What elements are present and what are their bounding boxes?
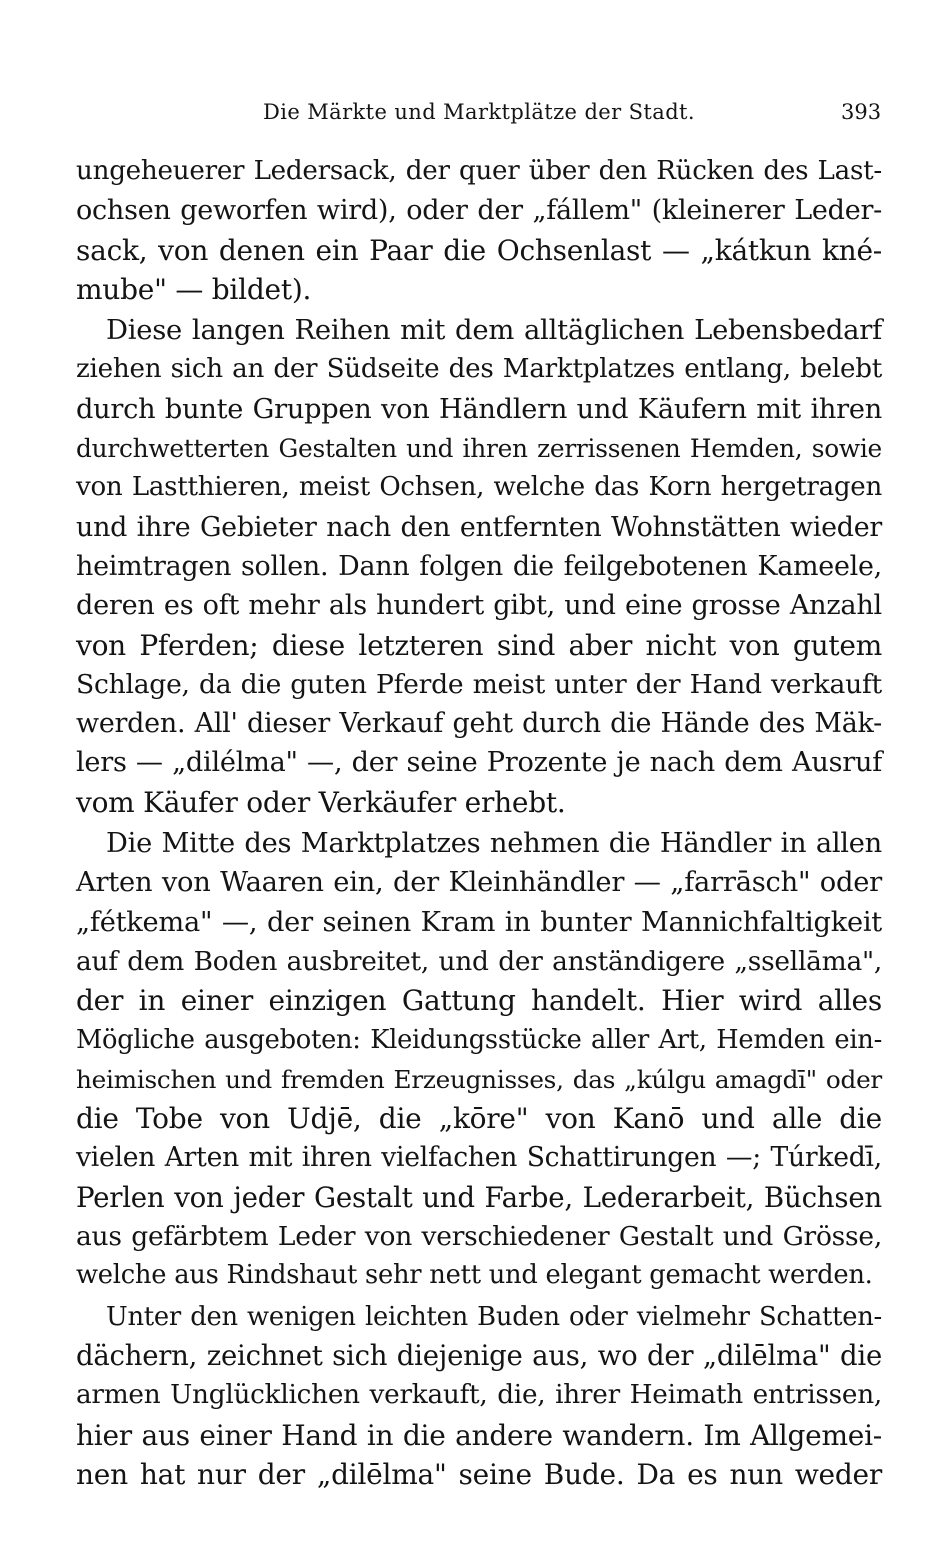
text-line: welche aus Rindshaut sehr nett und elegant gemacht werden. <box>76 1260 873 1291</box>
text-line: Diese langen Reihen mit dem alltäglichen Lebensbedarf <box>106 315 882 347</box>
paragraph <box>76 1298 882 1494</box>
text-line: Arten von Waaren ein, der Kleinhändler — „farrāsch" oder <box>76 867 882 899</box>
text-line: hier aus einer Hand in die andere wandern. Im Allgemei- <box>76 1418 882 1452</box>
text-line: deren es oft mehr als hundert gibt, und eine grosse Anzahl <box>76 590 882 622</box>
text-line: werden. All' dieser Verkauf geht durch die Hände des Mäk- <box>76 708 882 740</box>
text-line: Die Mitte des Marktplatzes nehmen die Händler in allen <box>106 828 882 860</box>
text-line: Unter den wenigen leichten Buden oder vielmehr Schatten- <box>106 1301 882 1332</box>
text-line: ungeheuerer Ledersack, der quer über den Rücken des Last- <box>76 156 882 186</box>
text-line: „fétkema" —, der seinen Kram in bunter Mannichfaltigkeit <box>76 906 882 938</box>
text-line: mube" — bildet). <box>76 272 312 306</box>
paragraph <box>76 824 882 1296</box>
text-line: die Tobe von Udjē, die „kōre" von Kanō und alle die <box>76 1102 882 1136</box>
text-line: ziehen sich an der Südseite des Marktplatzes entlang, belebt <box>76 354 882 385</box>
running-header <box>0 100 930 134</box>
text-line: vom Käufer oder Verkäufer erhebt. <box>76 785 566 819</box>
text-line: auf dem Boden ausbreitet, und der anständigere „ssellāma", <box>76 945 882 977</box>
text-line: ochsen geworfen wird), oder der „fállem" (kleinerer Leder- <box>76 195 882 227</box>
text-line: armen Unglücklichen verkauft, die, ihrer Heimath entrissen, <box>76 1380 882 1411</box>
paragraph <box>76 152 882 309</box>
text-line: heimischen und fremden Erzeugnisses, das „kúlgu amagdī" oder <box>76 1064 882 1094</box>
text-line: vielen Arten mit ihren vielfachen Schattirungen —; Túrkedī, <box>76 1142 882 1174</box>
text-line: aus gefärbtem Leder von verschiedener Gestalt und Grösse, <box>76 1221 882 1253</box>
text-line: Mögliche ausgeboten: Kleidungsstücke aller Art, Hemden ein- <box>76 1024 882 1055</box>
text-line: durch bunte Gruppen von Händlern und Käufern mit ihren <box>76 393 882 425</box>
paragraph <box>76 311 882 822</box>
text-line: der in einer einzigen Gattung handelt. Hier wird alles <box>76 984 882 1018</box>
text-line: dächern, zeichnet sich diejenige aus, wo der „dilēlma" die <box>76 1339 882 1372</box>
text-line: nen hat nur der „dilēlma" seine Bude. Da es nun weder <box>76 1457 882 1491</box>
text-line: und ihre Gebieter nach den entfernten Wohnstätten wieder <box>76 511 882 543</box>
running-title: Die Märkte und Marktplätze der Stadt. <box>263 100 695 124</box>
text-line: von Lastthieren, meist Ochsen, welche das Korn hergetragen <box>76 472 882 503</box>
text-line: sack, von denen ein Paar die Ochsenlast — „kátkun kné- <box>76 233 882 267</box>
text-line: von Pferden; diese letzteren sind aber nicht von gutem <box>76 628 882 662</box>
text-line: lers — „dilélma" —, der seine Prozente je nach dem Ausruf <box>76 747 882 779</box>
page-number: 393 <box>841 100 882 124</box>
text-line: Schlage, da die guten Pferde meist unter der Hand verkauft <box>76 668 882 700</box>
page-body <box>76 152 882 1494</box>
text-line: heimtragen sollen. Dann folgen die feilgebotenen Kameele, <box>76 550 882 582</box>
text-line: durchwetterten Gestalten und ihren zerrissenen Hemden, sowie <box>76 434 882 464</box>
text-line: Perlen von jeder Gestalt und Farbe, Lederarbeit, Büchsen <box>76 1180 882 1214</box>
